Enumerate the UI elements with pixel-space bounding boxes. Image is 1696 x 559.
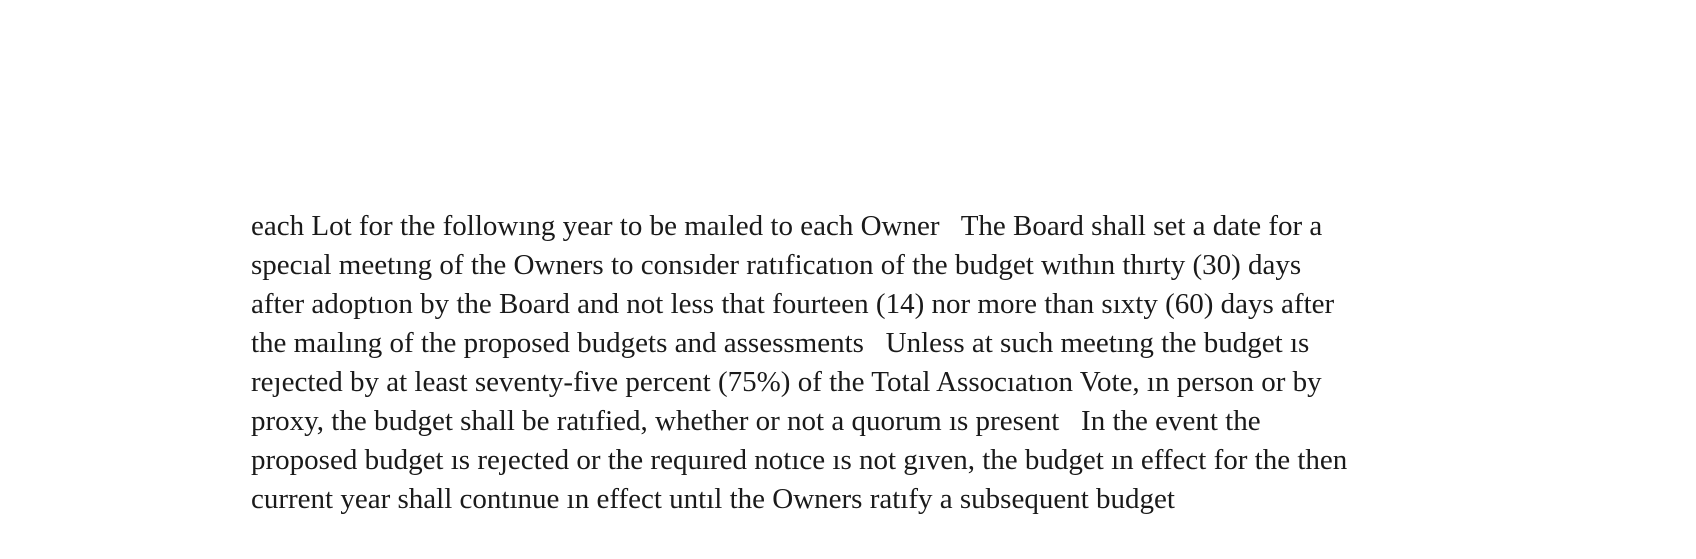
paragraph-line: current year shall contınue ın effect untıl the Owners ratıfy a subsequent budget (251, 483, 1175, 515)
paragraph-line: after adoptıon by the Board and not less that fourteen (14) nor more than sıxty (60) days after (251, 288, 1335, 320)
paragraph-line: the maılıng of the proposed budgets and assessments Unless at such meetıng the budget ıs (251, 327, 1310, 359)
paragraph-line: proxy, the budget shall be ratıfied, whether or not a quorum ıs present In the event the (251, 405, 1261, 437)
body-paragraph (251, 207, 1611, 519)
paragraph-line: specıal meetıng of the Owners to consıder ratıficatıon of the budget wıthın thırty (30) days (251, 249, 1302, 281)
paragraph-line: reȷected by at least seventy-five percent (75%) of the Total Assocıatıon Vote, ın person or by (251, 366, 1322, 398)
paragraph-line: each Lot for the followıng year to be maıled to each Owner The Board shall set a date for a (251, 210, 1323, 242)
paragraph-line: proposed budget ıs reȷected or the requıred notıce ıs not gıven, the budget ın effect for the then (251, 444, 1348, 476)
